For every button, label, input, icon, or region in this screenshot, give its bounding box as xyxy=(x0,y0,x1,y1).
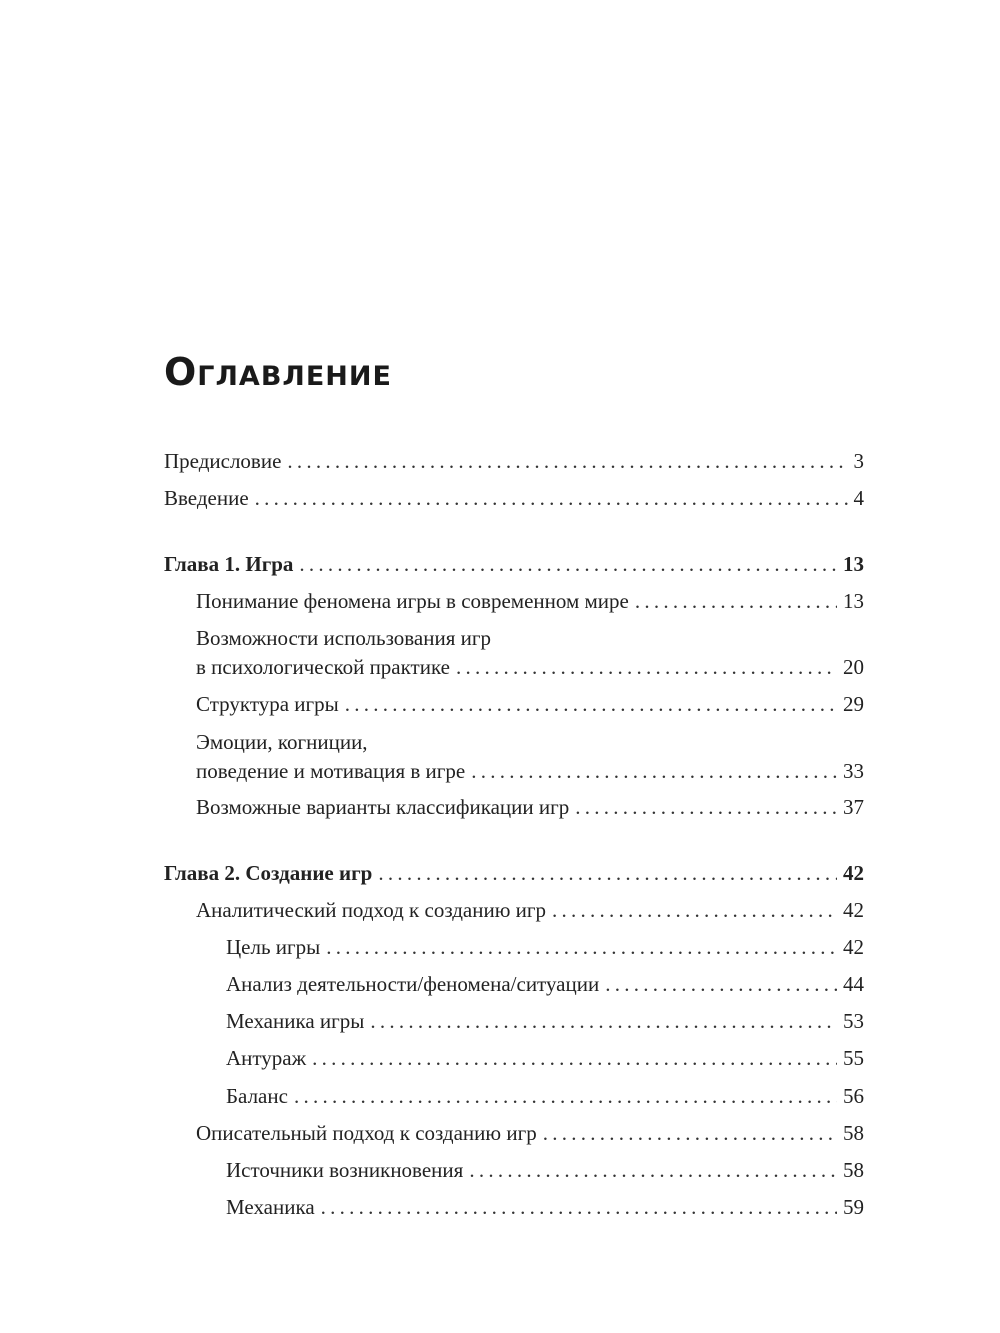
toc-entry-title: Возможные варианты классификации игр xyxy=(196,795,570,819)
dot-leader xyxy=(287,447,847,476)
toc-entry-title: Баланс xyxy=(226,1084,288,1108)
toc-entry-page: 13 xyxy=(843,552,864,576)
dot-leader xyxy=(635,587,837,616)
dot-leader xyxy=(378,859,837,888)
toc-entry-title: Понимание феномена игры в современном мире xyxy=(196,589,629,613)
toc-entry-page: 37 xyxy=(843,795,864,819)
toc-entry-title: Источники возникновения xyxy=(226,1158,464,1182)
dot-leader xyxy=(294,1082,837,1111)
toc-entry[interactable] xyxy=(226,970,864,999)
toc-entry[interactable] xyxy=(196,624,864,682)
dot-leader xyxy=(299,550,837,579)
toc-entry-page: 42 xyxy=(843,861,864,885)
toc-entry-title: Глава 2. Создание игр xyxy=(164,861,373,885)
dot-leader xyxy=(321,1193,837,1222)
toc-entry[interactable] xyxy=(226,1007,864,1036)
toc-entry-page: 53 xyxy=(843,1009,864,1033)
toc-entry-introduction[interactable] xyxy=(164,484,864,513)
toc-entry[interactable] xyxy=(226,933,864,962)
toc-entry-page: 4 xyxy=(853,486,864,510)
toc-entry-title: Анализ деятельности/феномена/ситуации xyxy=(226,972,600,996)
toc-entry-title: Введение xyxy=(164,486,249,510)
toc-entry-page: 59 xyxy=(843,1195,864,1219)
toc-entry-page: 3 xyxy=(853,449,864,473)
dot-leader xyxy=(543,1119,837,1148)
toc-entry[interactable] xyxy=(226,1082,864,1111)
toc-entry[interactable] xyxy=(196,587,864,616)
toc-entry-title: Аналитический подход к созданию игр xyxy=(196,898,547,922)
page-title: Оглавление xyxy=(164,350,392,394)
toc-entry-page: 44 xyxy=(843,972,864,996)
toc-entry-title: Цель игры xyxy=(226,935,321,959)
toc-entry-page: 29 xyxy=(843,692,864,716)
toc-entry-page: 42 xyxy=(843,935,864,959)
toc-entry-page: 56 xyxy=(843,1084,864,1108)
dot-leader xyxy=(326,933,837,962)
toc-entry-page: 58 xyxy=(843,1158,864,1182)
dot-leader xyxy=(255,484,848,513)
toc-entry-page: 13 xyxy=(843,589,864,613)
dot-leader xyxy=(370,1007,837,1036)
toc-entry-title: Предисловие xyxy=(164,449,282,473)
dot-leader xyxy=(312,1044,837,1073)
toc-entry[interactable] xyxy=(226,1193,864,1222)
dot-leader xyxy=(471,757,837,786)
toc-entry-page: 20 xyxy=(843,655,864,679)
toc-entry-title: Антураж xyxy=(226,1046,307,1070)
toc-entry[interactable] xyxy=(226,1156,864,1185)
toc-entry-page: 42 xyxy=(843,898,864,922)
dot-leader xyxy=(345,690,837,719)
toc-entry-title: в психологической практике xyxy=(196,655,450,679)
toc-entry-title-line: Эмоции, когниции, xyxy=(196,730,368,754)
toc-entry-title: поведение и мотивация в игре xyxy=(196,759,466,783)
toc-entry-title: Описательный подход к созданию игр xyxy=(196,1121,537,1145)
toc-entry-page: 55 xyxy=(843,1046,864,1070)
toc-entry[interactable] xyxy=(196,793,864,822)
toc-entry-chapter-1[interactable] xyxy=(164,550,864,579)
toc-entry[interactable] xyxy=(196,690,864,719)
toc-entry-title: Механика игры xyxy=(226,1009,365,1033)
toc-entry-title: Структура игры xyxy=(196,692,339,716)
toc-entry-chapter-2[interactable] xyxy=(164,859,864,888)
toc-entry[interactable] xyxy=(196,896,864,925)
toc-entry-preface[interactable] xyxy=(164,447,864,476)
toc-entry-title: Механика xyxy=(226,1195,315,1219)
toc-entry-title-line: Возможности использования игр xyxy=(196,626,491,650)
toc-entry-title: Глава 1. Игра xyxy=(164,552,294,576)
dot-leader xyxy=(469,1156,837,1185)
toc-entry-page: 33 xyxy=(843,759,864,783)
toc-entry[interactable] xyxy=(226,1044,864,1073)
dot-leader xyxy=(605,970,837,999)
dot-leader xyxy=(552,896,837,925)
toc-entry[interactable] xyxy=(196,1119,864,1148)
dot-leader xyxy=(575,793,837,822)
toc-entry-page: 58 xyxy=(843,1121,864,1145)
dot-leader xyxy=(456,653,837,682)
toc-entry[interactable] xyxy=(196,728,864,786)
